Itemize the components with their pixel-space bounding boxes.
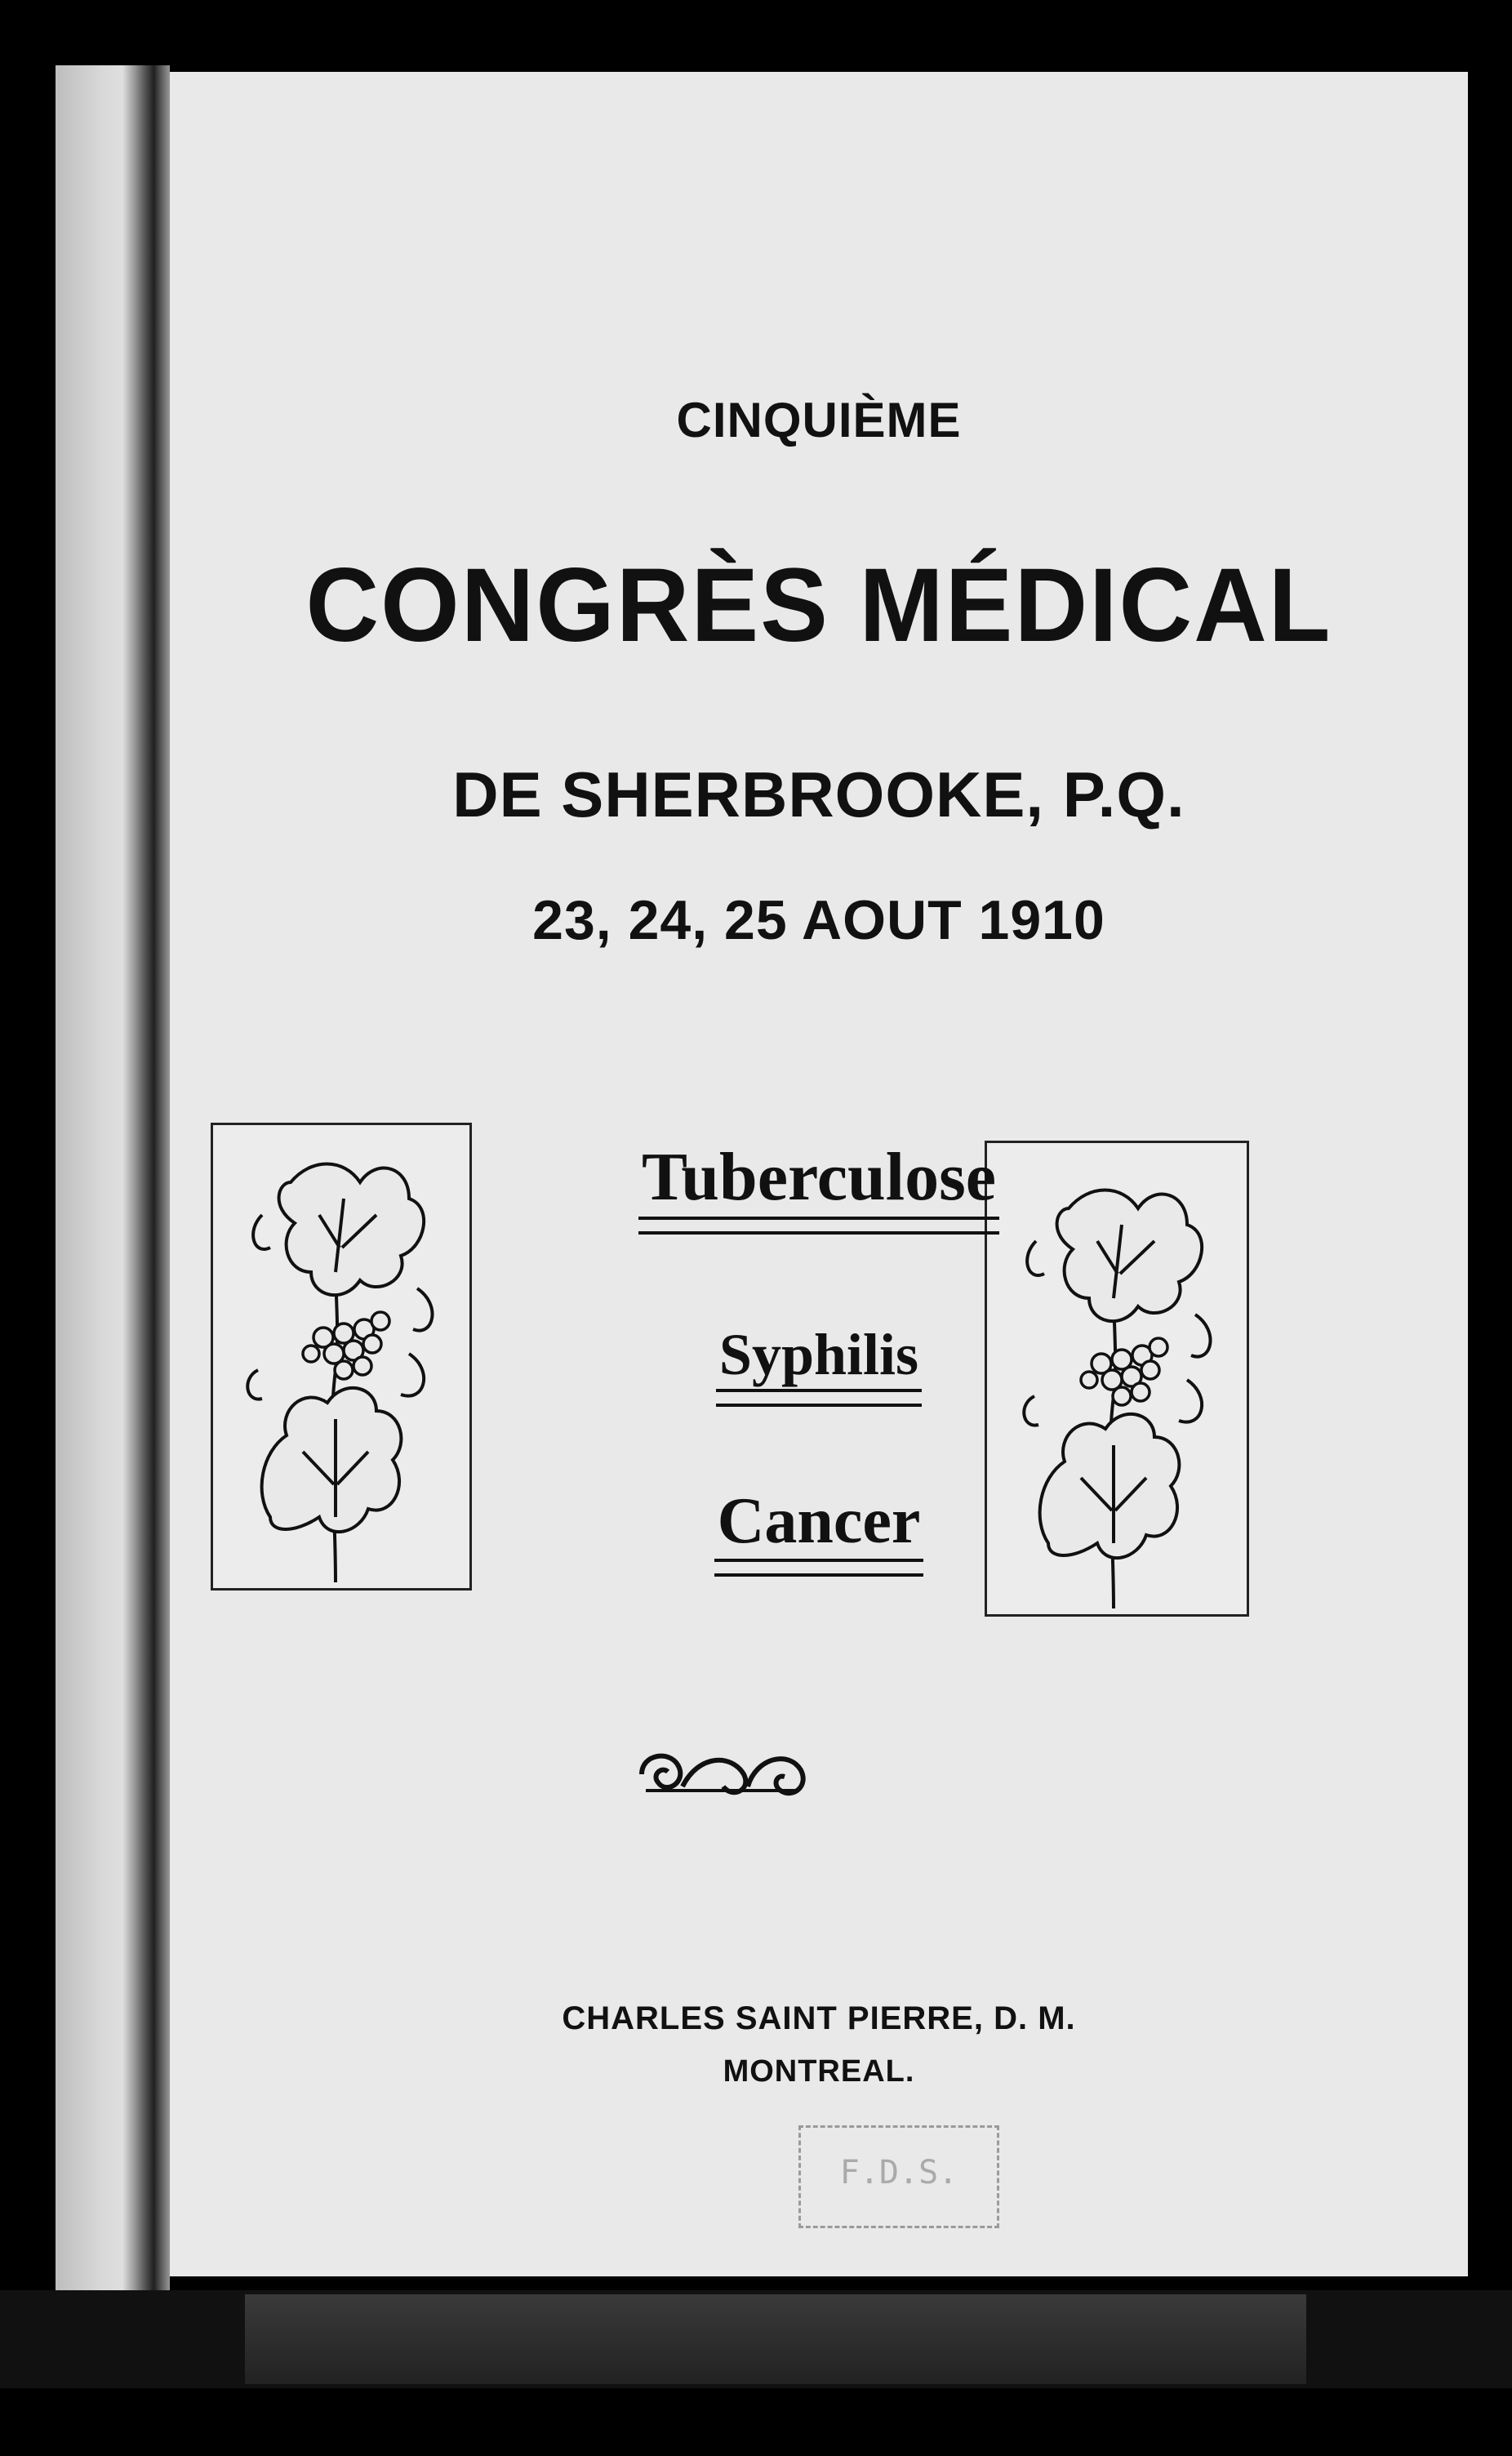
fleuron-ornament-icon bbox=[634, 1737, 813, 1811]
subject-syphilis bbox=[170, 1321, 1468, 1407]
publisher-name: CHARLES SAINT PIERRE, D. M. bbox=[562, 2000, 1076, 2036]
scan-bottom-shadow bbox=[245, 2294, 1306, 2384]
edition-label: CINQUIÈME bbox=[676, 393, 962, 447]
congress-dates: 23, 24, 25 AOUT 1910 bbox=[532, 889, 1105, 951]
title-page bbox=[170, 72, 1468, 2276]
publisher-city: MONTREAL. bbox=[723, 2054, 915, 2089]
location-title: DE SHERBROOKE, P.Q. bbox=[452, 759, 1185, 830]
subject-label: Syphilis bbox=[716, 1321, 922, 1407]
library-stamp bbox=[798, 2125, 999, 2228]
subject-tuberculose bbox=[170, 1137, 1468, 1235]
main-title: CONGRÈS MÉDICAL bbox=[305, 547, 1332, 664]
subject-label: Tuberculose bbox=[638, 1137, 999, 1235]
subject-label: Cancer bbox=[714, 1484, 924, 1577]
subject-cancer bbox=[170, 1484, 1468, 1577]
stamp-text: F.D.S. bbox=[839, 2154, 958, 2191]
